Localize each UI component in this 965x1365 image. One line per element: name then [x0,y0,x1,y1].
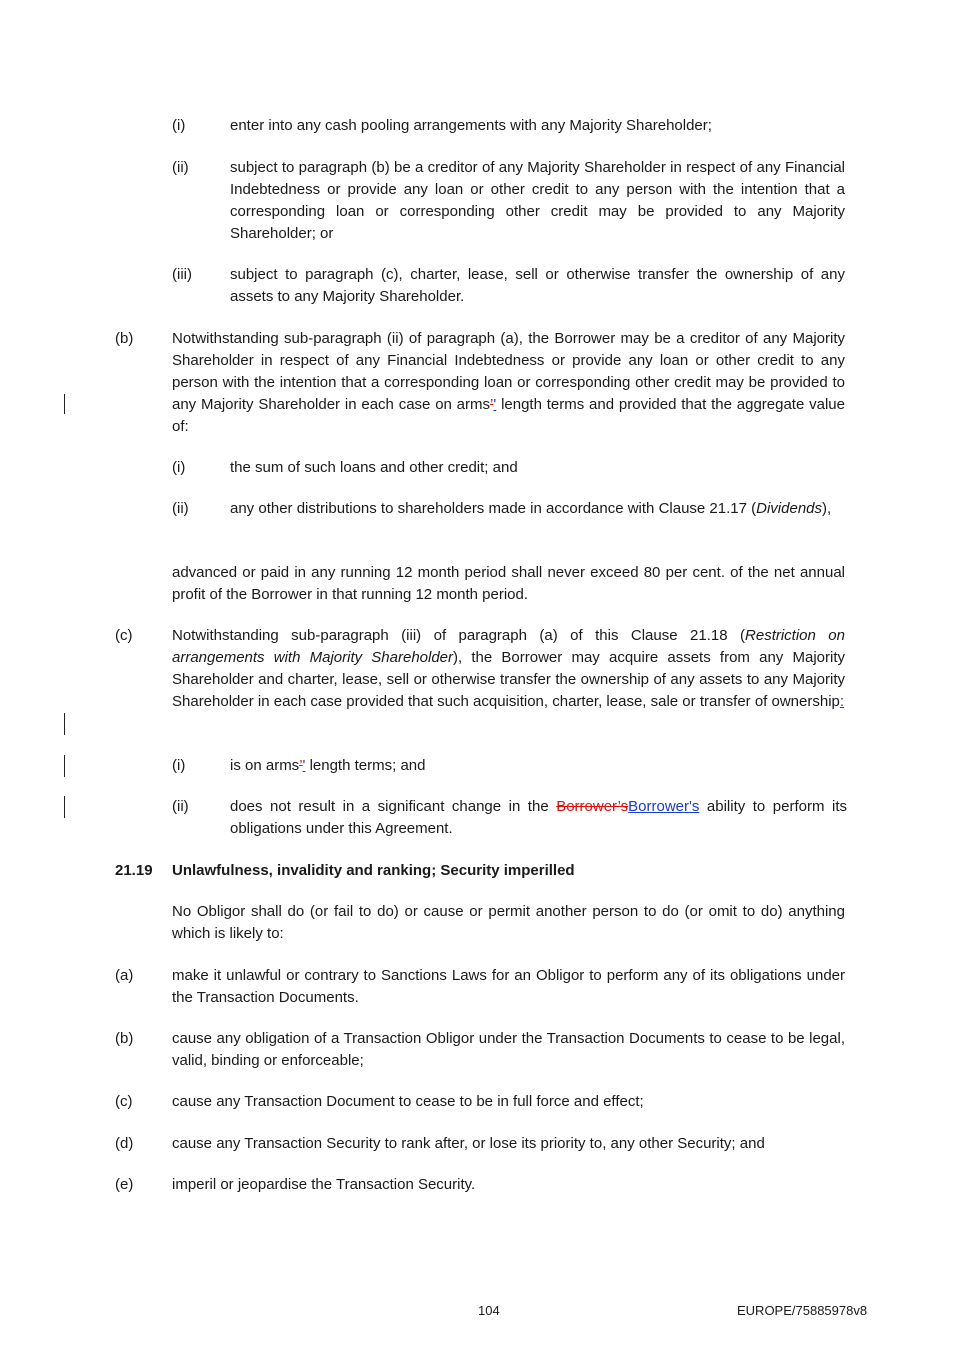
list-item-number: (ii) [172,798,189,815]
list-item-number: (b) [115,1030,134,1047]
list-item-text: cause any obligation of a Transaction Obligor under the Transaction Documents to cease to be legal, valid, binding or enforceable; [172,1030,845,1069]
tracked-deletion: ’ [490,396,494,413]
list-item-number: (i) [172,757,186,774]
paragraph-number: (c) [115,627,133,644]
change-bar [64,394,65,414]
paragraph-text: Notwithstanding sub-paragraph (ii) of paragraph (a), the Borrower may be a creditor of any Majority Shareholder in respect of any Financial Indebtedness or provide any loan or other credit to any person with the intention that a corresponding loan or corresponding other credit may be provided to any Majority Shareholder in each case on arms [172,330,845,413]
tracked-insertion: : [839,693,845,710]
list-item-text: cause any Transaction Document to cease to be in full force and effect; [172,1093,644,1110]
list-item-text: cause any Transaction Security to rank after, or lose its priority to, any other Security; and [172,1135,765,1152]
list-item-number: (d) [115,1135,134,1152]
page-number: 104 [478,1303,500,1318]
section-title: Unlawfulness, invalidity and ranking; Security imperilled [172,862,575,879]
list-item-number: (c) [115,1093,133,1110]
list-item-text: subject to paragraph (c), charter, lease, sell or otherwise transfer the ownership of any assets to any Majority Shareholder. [230,266,845,305]
list-item-text-part: any other distributions to shareholders made in accordance with Clause 21.17 ( [230,500,757,517]
list-item-text-part: ), [822,500,832,517]
paragraph-b-text [172,328,845,438]
list-item-number: (i) [172,459,186,476]
change-bar [64,713,65,735]
list-item-text: subject to paragraph (b) be a creditor of any Majority Shareholder in respect of any Financial Indebtedness or provide any loan or other credit to any person with the intention that a corresponding loan or corresponding other credit may be provided to any Majority Shareholder; or [230,159,845,242]
list-item-text: imperil or jeopardise the Transaction Security. [172,1176,476,1193]
paragraph-text: Notwithstanding sub-paragraph (iii) of paragraph (a) of this Clause 21.18 ( [172,627,746,644]
cross-reference: Dividends [756,500,823,517]
list-item-text: enter into any cash pooling arrangements with any Majority Shareholder; [230,117,712,134]
paragraph-number: (b) [115,330,134,347]
list-item-number: (a) [115,967,134,984]
list-item-text-part: length terms; and [305,757,426,774]
cross-reference: Restriction on arrangements with Majority Shareholder [172,627,845,666]
list-item-text [230,498,845,520]
list-item-text-part: ability to perform its obligations under this Agreement. [230,798,847,837]
tracked-insertion: ' [493,396,497,413]
paragraph-c-text [172,625,845,713]
tracked-deletion: Borrower’s [556,798,629,815]
paragraph-text: length terms and provided that the aggregate value of: [172,396,845,435]
section-number: 21.19 [115,862,153,879]
list-item-text [230,796,847,840]
list-item-text: the sum of such loans and other credit; and [230,459,518,476]
list-item-text-part: does not result in a significant change in the [230,798,557,815]
tracked-insertion: Borrower's [628,798,700,815]
change-bar [64,755,65,777]
list-item-text: make it unlawful or contrary to Sanctions Laws for an Obligor to perform any of its obligations under the Transaction Documents. [172,967,845,1006]
tracked-deletion: ’ [299,757,303,774]
list-item-number: (e) [115,1176,134,1193]
list-item-text [230,755,845,777]
paragraph-text: ), the Borrower may acquire assets from any Majority Shareholder and charter, lease, sell or otherwise transfer the ownership of any assets to any Majority Shareholder in each case provided that such acquisition, charter, lease, sale or transfer of ownership [172,649,845,710]
section-intro: No Obligor shall do (or fail to do) or cause or permit another person to do (or omit to do) anything which is likely to: [172,903,845,942]
list-item-number: (ii) [172,500,189,517]
list-item-number: (i) [172,117,186,134]
change-bar [64,796,65,818]
tracked-insertion: ' [302,757,306,774]
paragraph-b-closing: advanced or paid in any running 12 month period shall never exceed 80 per cent. of the net annual profit of the Borrower in that running 12 month period. [172,564,845,603]
list-item-number: (iii) [172,266,192,283]
list-item-number: (ii) [172,159,189,176]
document-reference: EUROPE/75885978v8 [737,1303,868,1318]
list-item-text-part: is on arms [230,757,300,774]
